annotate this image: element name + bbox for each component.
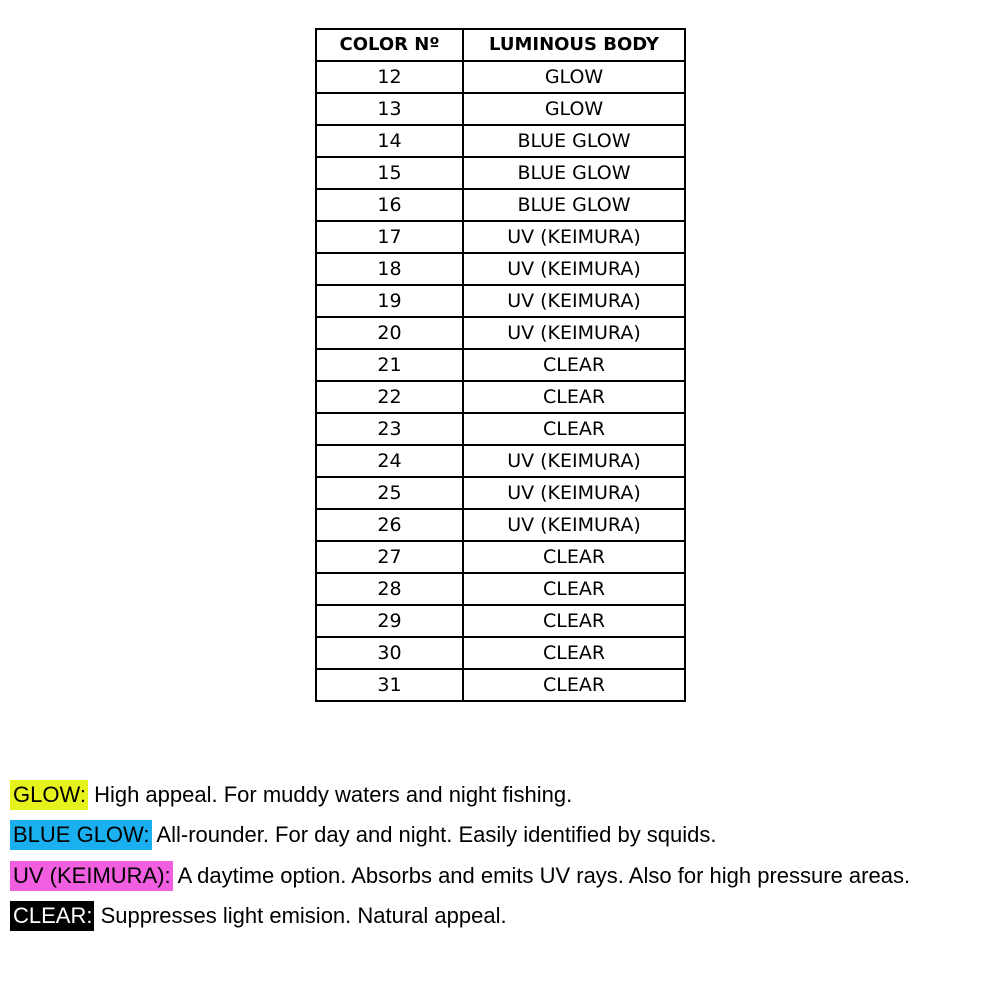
luminous-body-cell: BLUE GLOW: [463, 189, 685, 221]
legend-label: BLUE GLOW:: [10, 820, 152, 850]
color-number-cell: 30: [316, 637, 463, 669]
luminous-body-cell: BLUE GLOW: [463, 125, 685, 157]
table-row: [316, 221, 685, 253]
header-luminous-body: LUMINOUS BODY: [463, 29, 685, 61]
color-number-cell: 13: [316, 93, 463, 125]
legend-item: [10, 818, 910, 858]
luminous-body-cell: GLOW: [463, 61, 685, 93]
luminous-body-cell: CLEAR: [463, 573, 685, 605]
legend-item: [10, 859, 910, 899]
table-row: [316, 189, 685, 221]
color-number-cell: 22: [316, 381, 463, 413]
color-number-cell: 16: [316, 189, 463, 221]
table-header-row: [316, 29, 685, 61]
color-number-cell: 27: [316, 541, 463, 573]
legend-description: All-rounder. For day and night. Easily identified by squids.: [151, 822, 717, 847]
legend: [10, 778, 910, 939]
luminous-body-cell: CLEAR: [463, 413, 685, 445]
luminous-body-cell: CLEAR: [463, 349, 685, 381]
color-number-cell: 25: [316, 477, 463, 509]
legend-label: CLEAR:: [10, 901, 94, 931]
table-row: [316, 317, 685, 349]
luminous-body-cell: UV (KEIMURA): [463, 285, 685, 317]
luminous-body-cell: UV (KEIMURA): [463, 221, 685, 253]
luminous-body-cell: CLEAR: [463, 605, 685, 637]
luminous-body-cell: CLEAR: [463, 669, 685, 701]
table-row: [316, 573, 685, 605]
color-number-cell: 17: [316, 221, 463, 253]
color-table-container: [315, 28, 686, 702]
legend-item: [10, 899, 910, 939]
color-number-cell: 20: [316, 317, 463, 349]
luminous-body-cell: UV (KEIMURA): [463, 317, 685, 349]
legend-item: [10, 778, 910, 818]
legend-description: Suppresses light emision. Natural appeal.: [94, 903, 507, 928]
table-row: [316, 477, 685, 509]
table-row: [316, 541, 685, 573]
luminous-body-cell: UV (KEIMURA): [463, 253, 685, 285]
table-row: [316, 125, 685, 157]
table-row: [316, 381, 685, 413]
luminous-body-cell: CLEAR: [463, 541, 685, 573]
legend-description: High appeal. For muddy waters and night fishing.: [87, 782, 573, 807]
color-number-cell: 26: [316, 509, 463, 541]
table-row: [316, 669, 685, 701]
color-table: [315, 28, 686, 702]
table-row: [316, 253, 685, 285]
luminous-body-cell: UV (KEIMURA): [463, 509, 685, 541]
table-row: [316, 509, 685, 541]
legend-label: GLOW:: [10, 780, 88, 810]
table-row: [316, 445, 685, 477]
table-body: [316, 61, 685, 701]
color-number-cell: 12: [316, 61, 463, 93]
luminous-body-cell: UV (KEIMURA): [463, 477, 685, 509]
table-row: [316, 285, 685, 317]
table-row: [316, 157, 685, 189]
legend-description: A daytime option. Absorbs and emits UV rays. Also for high pressure areas.: [172, 863, 911, 888]
legend-label: UV (KEIMURA):: [10, 861, 173, 891]
table-row: [316, 349, 685, 381]
header-color-number: COLOR Nº: [316, 29, 463, 61]
table-row: [316, 93, 685, 125]
color-number-cell: 29: [316, 605, 463, 637]
color-number-cell: 15: [316, 157, 463, 189]
color-number-cell: 19: [316, 285, 463, 317]
luminous-body-cell: BLUE GLOW: [463, 157, 685, 189]
color-number-cell: 24: [316, 445, 463, 477]
color-number-cell: 28: [316, 573, 463, 605]
color-number-cell: 14: [316, 125, 463, 157]
luminous-body-cell: GLOW: [463, 93, 685, 125]
color-number-cell: 18: [316, 253, 463, 285]
table-row: [316, 605, 685, 637]
color-number-cell: 21: [316, 349, 463, 381]
table-row: [316, 637, 685, 669]
luminous-body-cell: CLEAR: [463, 381, 685, 413]
color-number-cell: 23: [316, 413, 463, 445]
luminous-body-cell: CLEAR: [463, 637, 685, 669]
luminous-body-cell: UV (KEIMURA): [463, 445, 685, 477]
table-row: [316, 413, 685, 445]
table-row: [316, 61, 685, 93]
color-number-cell: 31: [316, 669, 463, 701]
